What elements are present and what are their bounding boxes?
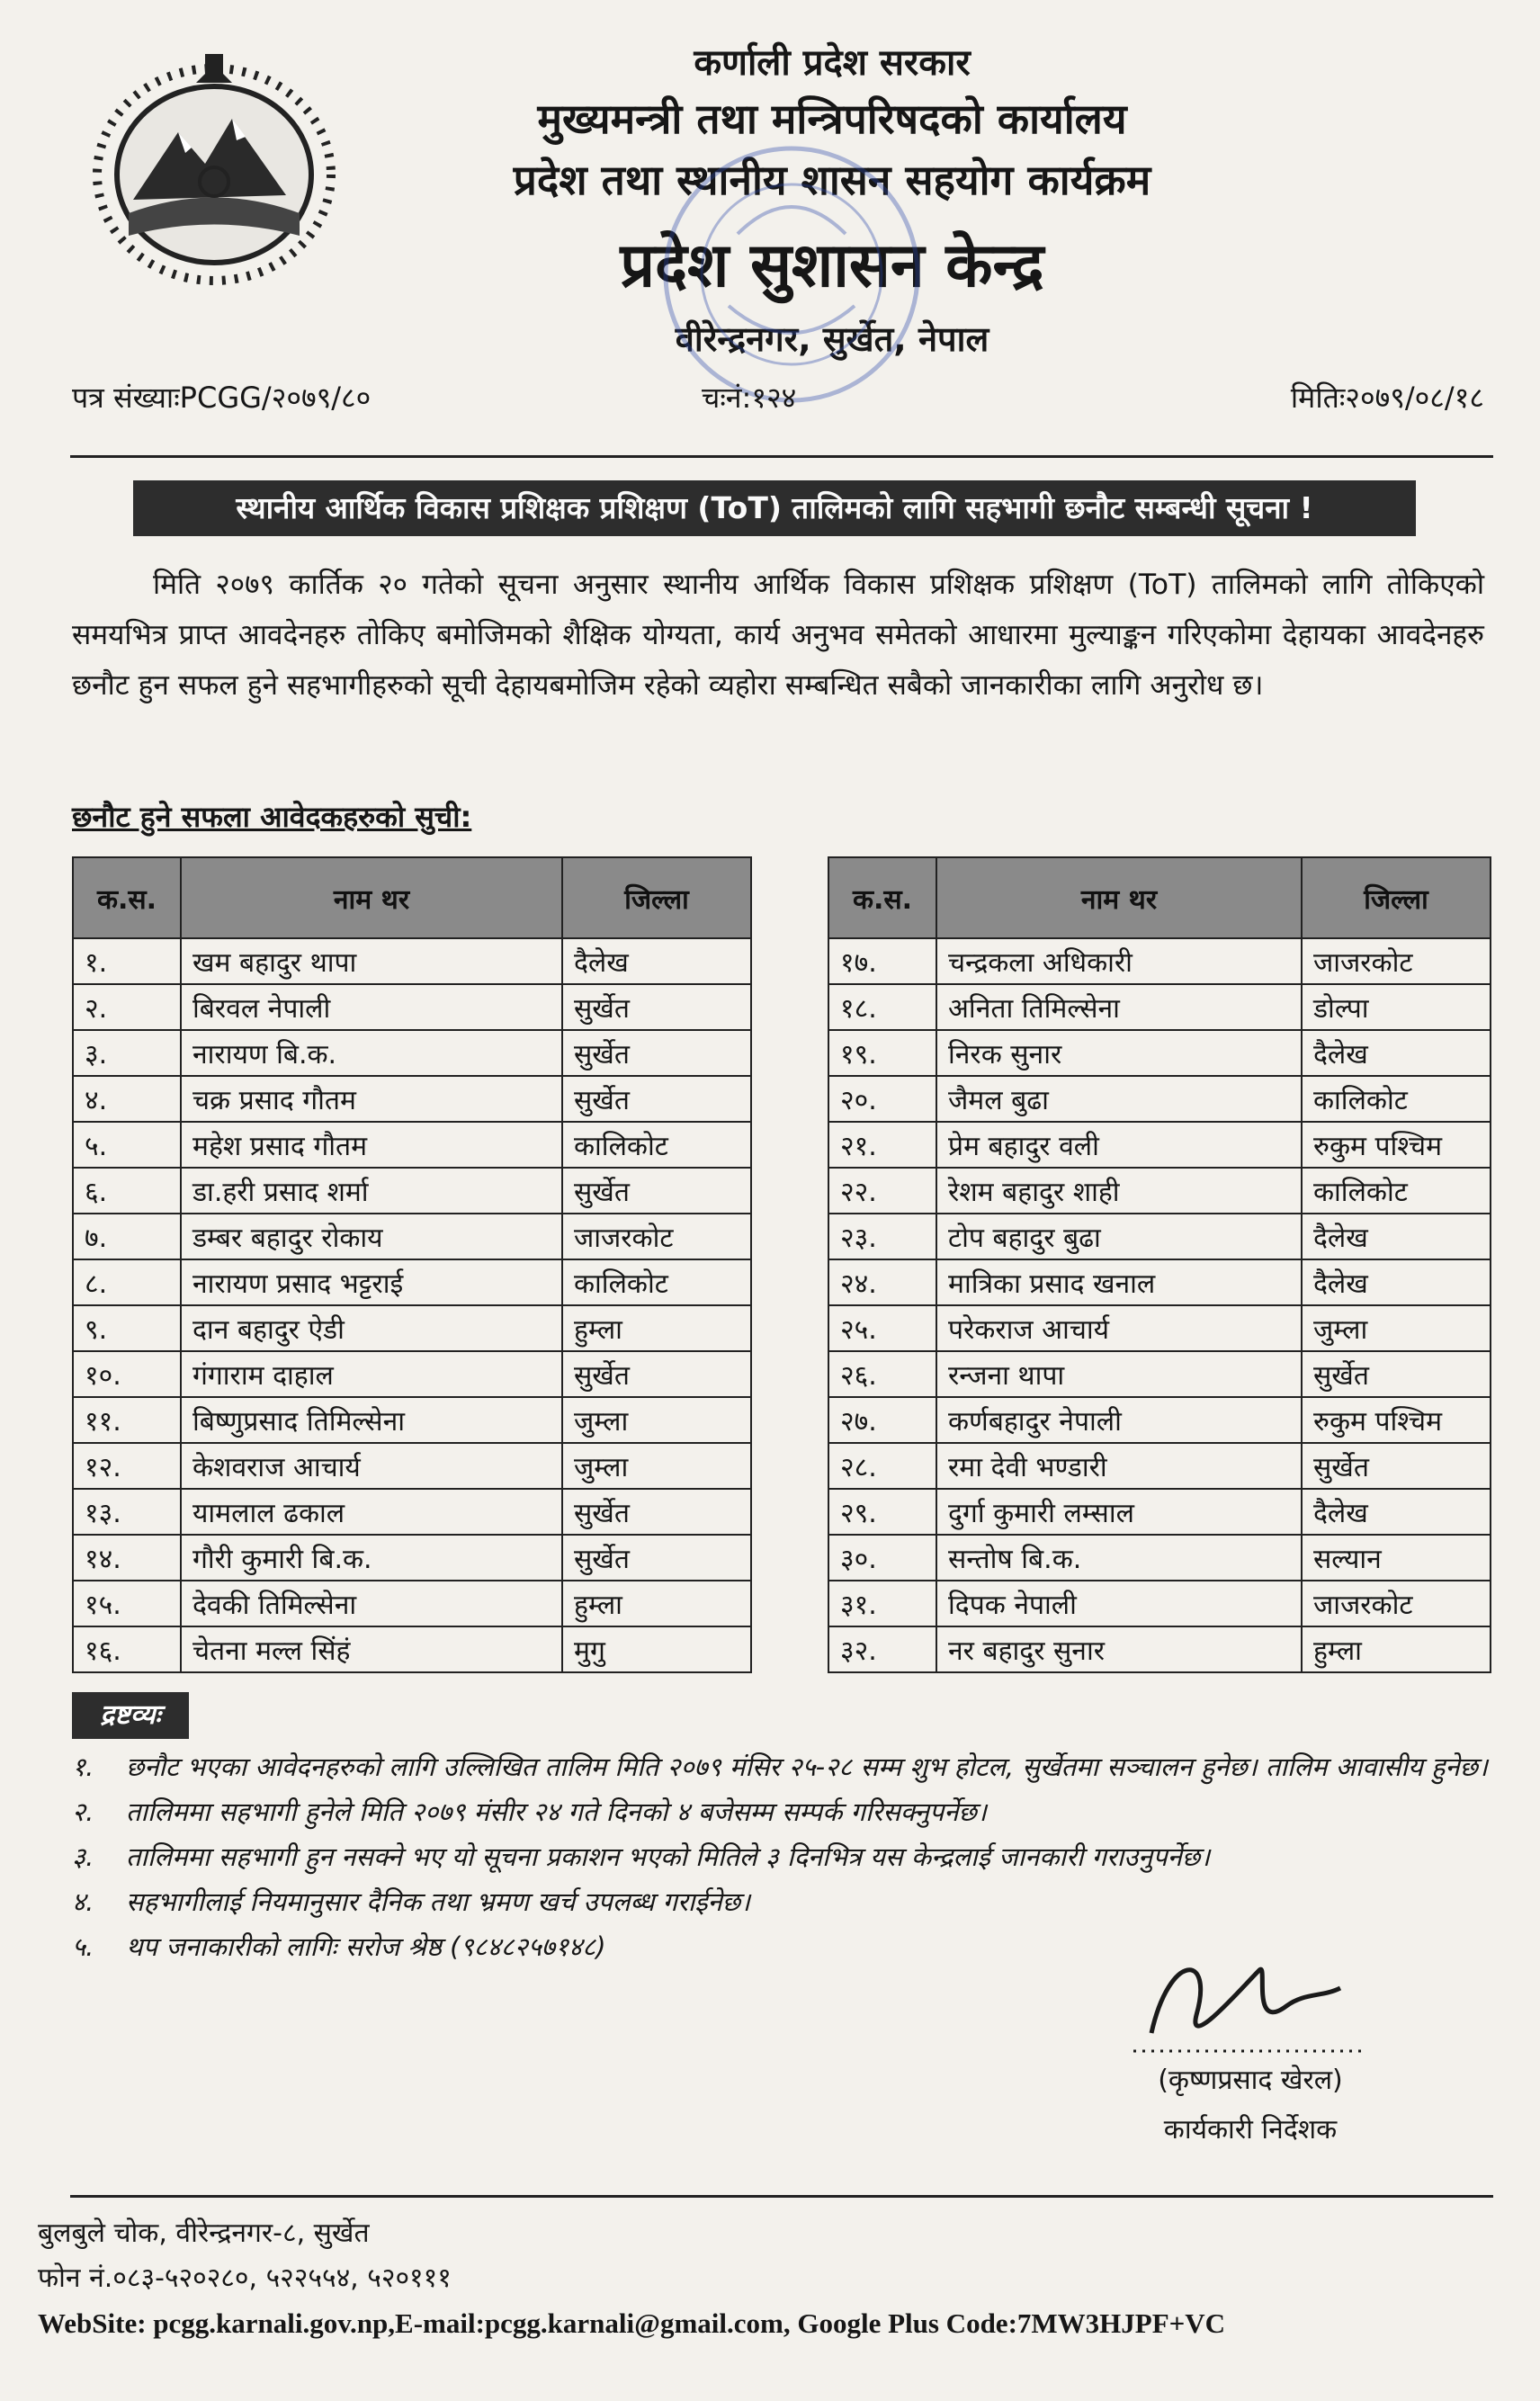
table-row xyxy=(828,1397,1491,1443)
table-row xyxy=(828,1581,1491,1626)
serial-number-cell: ३०. xyxy=(828,1535,936,1581)
note-number: ५. xyxy=(72,1931,94,1962)
district-cell: दैलेख xyxy=(562,938,751,984)
district-cell: जुम्ला xyxy=(562,1443,751,1489)
district-cell: रुकुम पश्चिम xyxy=(1302,1397,1491,1443)
participant-name-cell: गौरी कुमारी बि.क. xyxy=(181,1535,562,1581)
table-row xyxy=(828,1214,1491,1259)
participant-name-cell: बिष्णुप्रसाद तिमिल्सेना xyxy=(181,1397,562,1443)
signatory-title: कार्यकारी निर्देशक xyxy=(1163,2114,1338,2146)
serial-number-cell: १३. xyxy=(73,1489,181,1535)
table-row xyxy=(828,1305,1491,1351)
district-cell: सुर्खेत xyxy=(1302,1351,1491,1397)
table-row xyxy=(828,1489,1491,1535)
serial-number-cell: १०. xyxy=(73,1351,181,1397)
participant-name-cell: नारायण बि.क. xyxy=(181,1030,562,1076)
table-row xyxy=(73,1076,751,1122)
district-cell: हुम्ला xyxy=(1302,1626,1491,1672)
table-row xyxy=(73,1443,751,1489)
col-header-name: नाम थर xyxy=(936,857,1302,938)
serial-number-cell: १२. xyxy=(73,1443,181,1489)
serial-number-cell: ३१. xyxy=(828,1581,936,1626)
district-cell: सुर्खेत xyxy=(562,1168,751,1214)
serial-number-cell: २४. xyxy=(828,1259,936,1305)
district-cell: सुर्खेत xyxy=(562,1351,751,1397)
serial-number-cell: १६. xyxy=(73,1626,181,1672)
table-row xyxy=(73,1535,751,1581)
serial-number-cell: ९. xyxy=(73,1305,181,1351)
district-cell: दैलेख xyxy=(1302,1489,1491,1535)
table-row xyxy=(828,984,1491,1030)
district-cell: जुम्ला xyxy=(562,1397,751,1443)
district-cell: डोल्पा xyxy=(1302,984,1491,1030)
letter-date: मितिः२०७९/०८/१८ xyxy=(1290,381,1484,415)
district-cell: मुगु xyxy=(562,1626,751,1672)
participant-name-cell: देवकी तिमिल्सेना xyxy=(181,1581,562,1626)
note-text: तालिममा सहभागी हुनेले मिति २०७९ मंसीर २४ गते दिनको ४ बजेसम्म सम्पर्क गरिसक्नुपर्नेछ। xyxy=(126,1796,987,1827)
participant-name-cell: केशवराज आचार्य xyxy=(181,1443,562,1489)
participant-name-cell: चन्द्रकला अधिकारी xyxy=(936,938,1302,984)
district-cell: सुर्खेत xyxy=(562,1030,751,1076)
table-row xyxy=(828,1030,1491,1076)
notes-label: द्रष्टव्यः xyxy=(72,1692,189,1739)
government-name: कर्णाली प्रदेश सरकार xyxy=(694,42,971,84)
table-row xyxy=(73,1626,751,1672)
note-item xyxy=(72,1747,1493,1787)
participant-name-cell: दुर्गा कुमारी लम्साल xyxy=(936,1489,1302,1535)
footer-web-email: WebSite: pcgg.karnali.gov.np,E-mail:pcgg.karnali@gmail.com, Google Plus Code:7MW3HJPF+VC xyxy=(38,2307,1226,2339)
letter-number: पत्र संख्याःPCGG/२०७९/८० xyxy=(72,381,372,415)
note-text: तालिममा सहभागी हुन नसक्ने भए यो सूचना प्रकाशन भएको मितिले ३ दिनभित्र यस केन्द्रलाई जानकारी गराउनुपर्नेछ। xyxy=(126,1841,1211,1872)
serial-number-cell: ७. xyxy=(73,1214,181,1259)
serial-number-cell: २१. xyxy=(828,1122,936,1168)
table-row xyxy=(73,1214,751,1259)
footer-phone: फोन नं.०८३-५२०२८०, ५२२५५४, ५२०१११ xyxy=(38,2262,452,2294)
serial-number-cell: ११. xyxy=(73,1397,181,1443)
serial-number-cell: १. xyxy=(73,938,181,984)
district-cell: कालिकोट xyxy=(562,1259,751,1305)
serial-number-cell: १९. xyxy=(828,1030,936,1076)
serial-number-cell: २७. xyxy=(828,1397,936,1443)
footer-divider xyxy=(70,2195,1493,2198)
participant-name-cell: दान बहादुर ऐडी xyxy=(181,1305,562,1351)
participant-name-cell: मात्रिका प्रसाद खनाल xyxy=(936,1259,1302,1305)
district-cell: सल्यान xyxy=(1302,1535,1491,1581)
participant-name-cell: जैमल बुढा xyxy=(936,1076,1302,1122)
participant-name-cell: डम्बर बहादुर रोकाय xyxy=(181,1214,562,1259)
district-cell: सुर्खेत xyxy=(562,1076,751,1122)
participant-name-cell: यामलाल ढकाल xyxy=(181,1489,562,1535)
participant-name-cell: रेशम बहादुर शाही xyxy=(936,1168,1302,1214)
serial-number-cell: २. xyxy=(73,984,181,1030)
serial-number-cell: २०. xyxy=(828,1076,936,1122)
participant-name-cell: खम बहादुर थापा xyxy=(181,938,562,984)
reference-row xyxy=(72,378,1484,423)
serial-number-cell: २३. xyxy=(828,1214,936,1259)
district-cell: सुर्खेत xyxy=(562,1489,751,1535)
district-cell: सुर्खेत xyxy=(562,984,751,1030)
notice-title: स्थानीय आर्थिक विकास प्रशिक्षक प्रशिक्षण (ToT) तालिमको लागि सहभागी छनौट सम्बन्धी सूचना ! xyxy=(133,480,1416,536)
table-row xyxy=(73,1489,751,1535)
participant-name-cell: टोप बहादुर बुढा xyxy=(936,1214,1302,1259)
serial-number-cell: १५. xyxy=(73,1581,181,1626)
note-text: छनौट भएका आवेदनहरुको लागि उल्लिखित तालिम मिति २०७९ मंसिर २५-२८ सम्म शुभ होटल, सुर्खेतमा सञ्चालन हुनेछ। तालिम आवासीय हुनेछ। xyxy=(126,1751,1488,1782)
district-cell: कालिकोट xyxy=(1302,1076,1491,1122)
serial-number-cell: ३२. xyxy=(828,1626,936,1672)
serial-number-cell: २६. xyxy=(828,1351,936,1397)
district-cell: रुकुम पश्चिम xyxy=(1302,1122,1491,1168)
note-number: १. xyxy=(72,1751,94,1782)
participant-name-cell: डा.हरी प्रसाद शर्मा xyxy=(181,1168,562,1214)
note-item xyxy=(72,1837,1493,1877)
district-cell: दैलेख xyxy=(1302,1030,1491,1076)
district-cell: दैलेख xyxy=(1302,1214,1491,1259)
footer-address: बुलबुले चोक, वीरेन्द्रनगर-८, सुर्खेत xyxy=(38,2217,370,2249)
serial-number-cell: १७. xyxy=(828,938,936,984)
participant-name-cell: प्रेम बहादुर वली xyxy=(936,1122,1302,1168)
col-header-district: जिल्ला xyxy=(1302,857,1491,938)
table-row xyxy=(828,1351,1491,1397)
participants-table-right xyxy=(828,856,1491,1673)
table-row xyxy=(828,1535,1491,1581)
district-cell: सुर्खेत xyxy=(1302,1443,1491,1489)
note-item xyxy=(72,1882,1493,1922)
district-cell: सुर्खेत xyxy=(562,1535,751,1581)
note-number: ३. xyxy=(72,1841,94,1872)
program-name: प्रदेश तथा स्थानीय शासन सहयोग कार्यक्रम xyxy=(513,156,1151,204)
participant-name-cell: नारायण प्रसाद भट्टराई xyxy=(181,1259,562,1305)
table-row xyxy=(73,1397,751,1443)
table-row xyxy=(73,984,751,1030)
participant-name-cell: निरक सुनार xyxy=(936,1030,1302,1076)
table-row xyxy=(828,1076,1491,1122)
table-row xyxy=(828,1259,1491,1305)
list-heading: छनौट हुने सफला आवेदकहरुको सुची: xyxy=(72,800,472,834)
table-row xyxy=(828,1122,1491,1168)
participant-name-cell: अनिता तिमिल्सेना xyxy=(936,984,1302,1030)
col-header-district: जिल्ला xyxy=(562,857,751,938)
table-row xyxy=(73,1351,751,1397)
table-row xyxy=(73,1122,751,1168)
district-cell: हुम्ला xyxy=(562,1305,751,1351)
header-divider xyxy=(70,455,1493,458)
district-cell: जाजरकोट xyxy=(562,1214,751,1259)
body-paragraph: मिति २०७९ कार्तिक २० गतेको सूचना अनुसार स्थानीय आर्थिक विकास प्रशिक्षक प्रशिक्षण (ToT) तालिमको लागि तोकिएको समयभित्र प्राप्त आवदेनहरु तोकिए बमोजिमको शैक्षिक योग्यता, कार्य अनुभव समेतको आधारमा मुल्याङ्कन गरिएकोमा देहायका आवदेनहरु छनौट हुन सफल हुने सहभागीहरुको सूची देहायबमोजिम रहेको व्यहोरा सम्बन्धित सबैको जानकारीका लागि अनुरोध छ। xyxy=(72,569,1484,702)
table-row xyxy=(73,1030,751,1076)
participant-name-cell: बिरवल नेपाली xyxy=(181,984,562,1030)
signatory-name: (कृष्णप्रसाद खेरल) xyxy=(1158,2065,1343,2096)
participant-name-cell: दिपक नेपाली xyxy=(936,1581,1302,1626)
district-cell: दैलेख xyxy=(1302,1259,1491,1305)
table-row xyxy=(828,938,1491,984)
participant-name-cell: महेश प्रसाद गौतम xyxy=(181,1122,562,1168)
dispatch-number: चःनं:१२४ xyxy=(702,381,797,415)
participant-name-cell: गंगाराम दाहाल xyxy=(181,1351,562,1397)
participant-name-cell: कर्णबहादुर नेपाली xyxy=(936,1397,1302,1443)
serial-number-cell: ६. xyxy=(73,1168,181,1214)
district-cell: जुम्ला xyxy=(1302,1305,1491,1351)
table-row xyxy=(828,1443,1491,1489)
table-row xyxy=(73,938,751,984)
participant-name-cell: परेकराज आचार्य xyxy=(936,1305,1302,1351)
serial-number-cell: १४. xyxy=(73,1535,181,1581)
district-cell: जाजरकोट xyxy=(1302,938,1491,984)
serial-number-cell: २२. xyxy=(828,1168,936,1214)
participant-name-cell: नर बहादुर सुनार xyxy=(936,1626,1302,1672)
note-text: थप जनाकारीको लागिः सरोज श्रेष्ठ (९८४८२५७१४८) xyxy=(126,1931,606,1962)
col-header-sn: क.स. xyxy=(73,857,181,938)
note-number: ४. xyxy=(72,1886,94,1917)
district-cell: कालिकोट xyxy=(562,1122,751,1168)
serial-number-cell: २५. xyxy=(828,1305,936,1351)
center-name: प्रदेश सुशासन केन्द्र xyxy=(620,230,1044,301)
note-item xyxy=(72,1792,1493,1832)
serial-number-cell: ४. xyxy=(73,1076,181,1122)
participant-name-cell: रन्जना थापा xyxy=(936,1351,1302,1397)
table-row xyxy=(73,1259,751,1305)
table-row xyxy=(73,1581,751,1626)
participant-name-cell: चेतना मल्ल सिंहं xyxy=(181,1626,562,1672)
col-header-sn: क.स. xyxy=(828,857,936,938)
serial-number-cell: २८. xyxy=(828,1443,936,1489)
participants-table-left xyxy=(72,856,752,1673)
participant-name-cell: रमा देवी भण्डारी xyxy=(936,1443,1302,1489)
serial-number-cell: ३. xyxy=(73,1030,181,1076)
table-row xyxy=(73,1168,751,1214)
table-row xyxy=(73,1305,751,1351)
table-row xyxy=(828,1168,1491,1214)
district-cell: कालिकोट xyxy=(1302,1168,1491,1214)
district-cell: हुम्ला xyxy=(562,1581,751,1626)
serial-number-cell: २९. xyxy=(828,1489,936,1535)
table-row xyxy=(828,1626,1491,1672)
participant-name-cell: सन्तोष बि.क. xyxy=(936,1535,1302,1581)
note-text: सहभागीलाई नियमानुसार दैनिक तथा भ्रमण खर्च उपलब्ध गराईनेछ। xyxy=(126,1886,751,1917)
office-address: वीरेन्द्रनगर, सुर्खेत, नेपाल xyxy=(675,319,989,359)
serial-number-cell: ८. xyxy=(73,1259,181,1305)
serial-number-cell: ५. xyxy=(73,1122,181,1168)
government-emblem-icon xyxy=(79,47,349,290)
district-cell: जाजरकोट xyxy=(1302,1581,1491,1626)
participant-name-cell: चक्र प्रसाद गौतम xyxy=(181,1076,562,1122)
note-number: २. xyxy=(72,1796,94,1827)
serial-number-cell: १८. xyxy=(828,984,936,1030)
col-header-name: नाम थर xyxy=(181,857,562,938)
office-name: मुख्यमन्त्री तथा मन्त्रिपरिषदको कार्यालय xyxy=(537,94,1127,143)
signature-icon xyxy=(1115,1934,1385,2069)
